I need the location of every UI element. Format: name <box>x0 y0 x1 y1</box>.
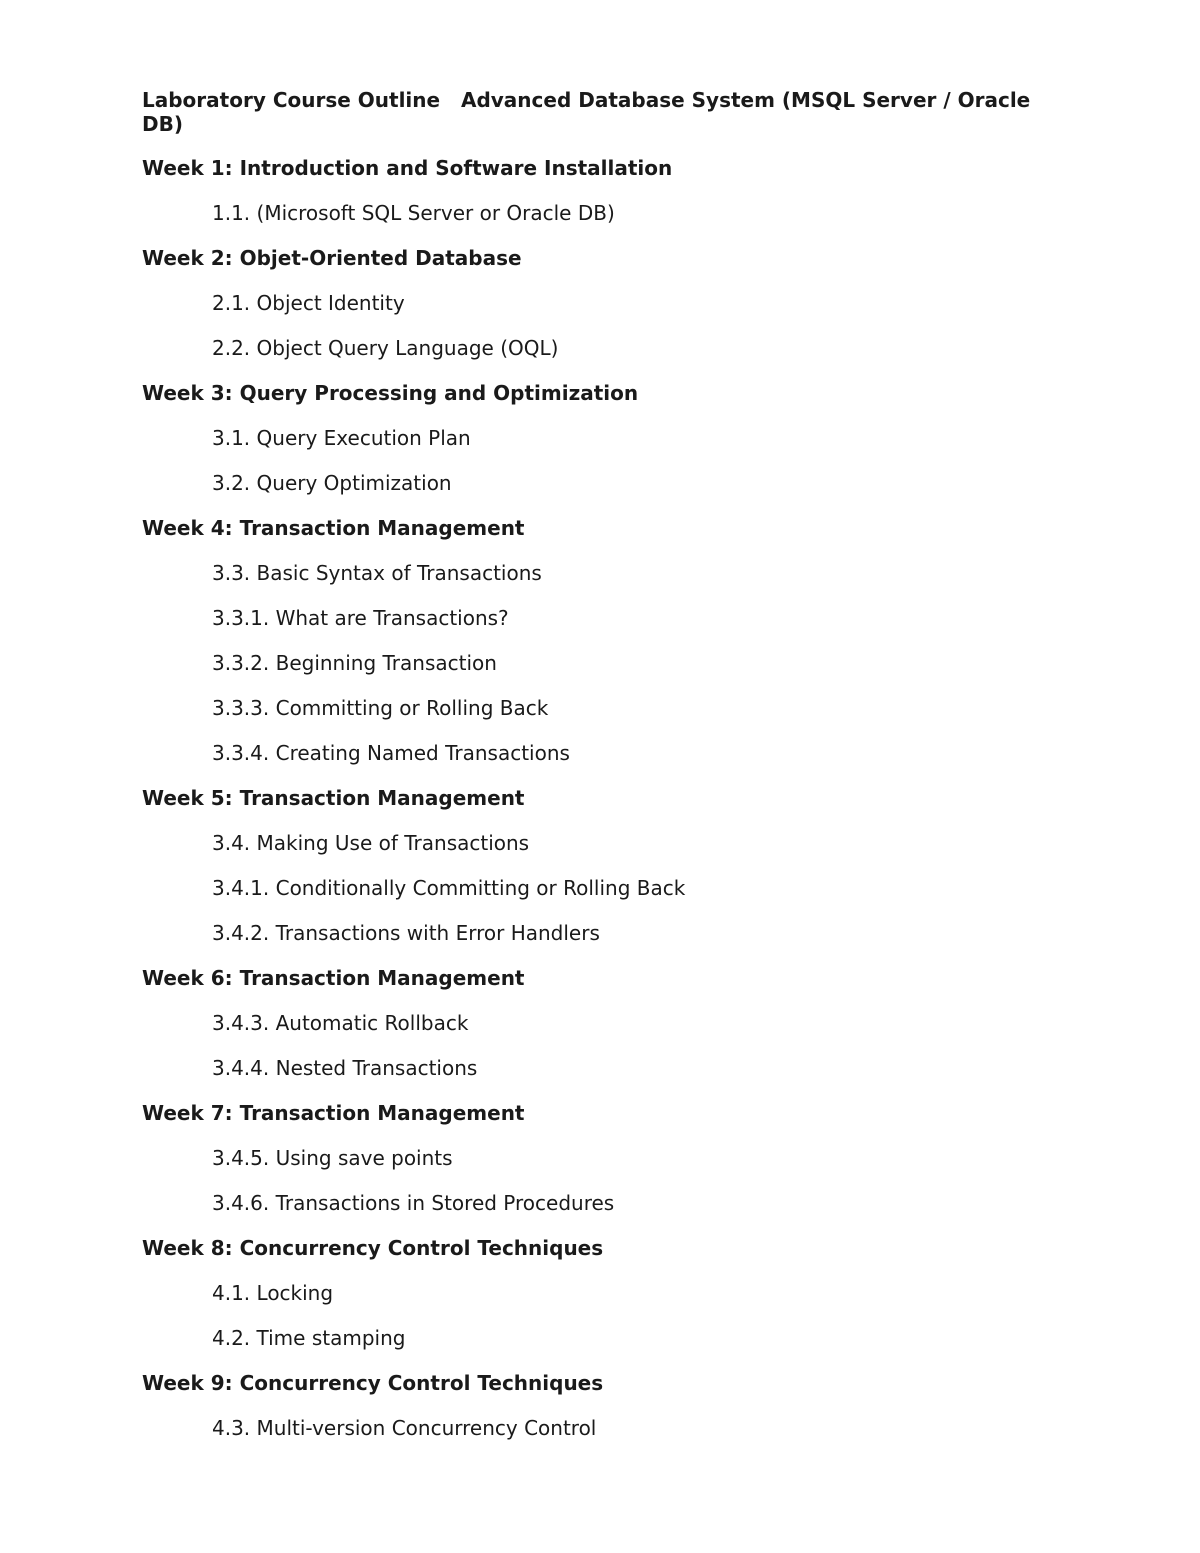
week-3-section <box>142 381 1050 495</box>
week-1-section <box>142 156 1050 225</box>
week-7-section <box>142 1101 1050 1215</box>
outline-item: 3.4.1. Conditionally Committing or Rolling Back <box>212 876 686 900</box>
week-5-section <box>142 786 1050 945</box>
week-heading: Week 3: Query Processing and Optimization <box>142 381 639 405</box>
outline-item: 3.2. Query Optimization <box>212 471 452 495</box>
outline-item: 3.3.1. What are Transactions? <box>212 606 509 630</box>
week-4-section <box>142 516 1050 765</box>
week-heading: Week 1: Introduction and Software Installation <box>142 156 673 180</box>
outline-item: 3.3.4. Creating Named Transactions <box>212 741 570 765</box>
outline-item: 2.1. Object Identity <box>212 291 405 315</box>
outline-item: 3.4.6. Transactions in Stored Procedures <box>212 1191 615 1215</box>
week-9-section <box>142 1371 1050 1440</box>
outline-item: 4.1. Locking <box>212 1281 334 1305</box>
week-heading: Week 5: Transaction Management <box>142 786 525 810</box>
week-2-section <box>142 246 1050 360</box>
outline-item: 3.1. Query Execution Plan <box>212 426 471 450</box>
outline-item: 3.3. Basic Syntax of Transactions <box>212 561 542 585</box>
outline-item: 3.4.4. Nested Transactions <box>212 1056 478 1080</box>
outline-item: 1.1. (Microsoft SQL Server or Oracle DB) <box>212 201 615 225</box>
week-6-section <box>142 966 1050 1080</box>
outline-item: 3.4. Making Use of Transactions <box>212 831 530 855</box>
week-heading: Week 9: Concurrency Control Techniques <box>142 1371 604 1395</box>
outline-item: 3.4.2. Transactions with Error Handlers <box>212 921 600 945</box>
outline-item: 3.4.3. Automatic Rollback <box>212 1011 469 1035</box>
week-8-section <box>142 1236 1050 1350</box>
outline-item: 4.2. Time stamping <box>212 1326 406 1350</box>
week-heading: Week 2: Objet-Oriented Database <box>142 246 522 270</box>
week-heading: Week 4: Transaction Management <box>142 516 525 540</box>
outline-item: 3.4.5. Using save points <box>212 1146 453 1170</box>
week-heading: Week 8: Concurrency Control Techniques <box>142 1236 604 1260</box>
outline-item: 3.3.3. Committing or Rolling Back <box>212 696 549 720</box>
outline-item: 3.3.2. Beginning Transaction <box>212 651 497 675</box>
week-heading: Week 7: Transaction Management <box>142 1101 525 1125</box>
outline-item: 2.2. Object Query Language (OQL) <box>212 336 559 360</box>
week-heading: Week 6: Transaction Management <box>142 966 525 990</box>
document-title: Laboratory Course Outline Advanced Database System (MSQL Server / Oracle DB) <box>142 88 1038 136</box>
outline-item: 4.3. Multi-version Concurrency Control <box>212 1416 597 1440</box>
